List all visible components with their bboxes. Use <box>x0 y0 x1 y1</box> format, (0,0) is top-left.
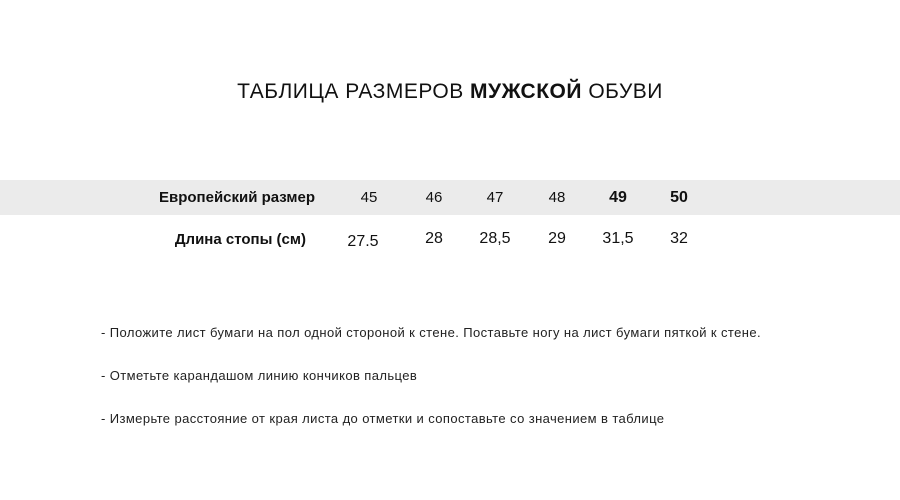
instruction-item: - Положите лист бумаги на пол одной стороной к стене. Поставьте ногу на лист бумаги пяткой к стене. <box>101 325 761 340</box>
eu-size-row-label: Европейский размер <box>158 189 315 206</box>
eu-size-cell: 45 <box>360 189 378 206</box>
page-title <box>0 80 900 104</box>
eu-size-cell: 49 <box>609 189 627 206</box>
foot-length-row-label: Длина стопы (см) <box>174 231 306 248</box>
foot-length-cell: 32 <box>670 230 688 247</box>
instruction-item: - Измерьте расстояние от края листа до отметки и сопоставьте со значением в таблице <box>101 411 665 426</box>
foot-length-cell: 31,5 <box>602 230 634 247</box>
eu-size-cell: 47 <box>486 189 504 206</box>
title-suffix: ОБУВИ <box>581 80 663 103</box>
foot-length-cell: 28,5 <box>479 230 511 247</box>
instruction-item: - Отметьте карандашом линию кончиков пальцев <box>101 368 418 383</box>
foot-length-cell: 27.5 <box>347 233 379 250</box>
eu-size-cell: 48 <box>548 189 566 206</box>
eu-size-cell: 46 <box>425 189 443 206</box>
foot-length-cell: 28 <box>425 230 443 247</box>
title-prefix: ТАБЛИЦА РАЗМЕРОВ <box>237 80 471 103</box>
title-bold-word: МУЖСКОЙ <box>470 80 582 103</box>
instructions-list <box>101 325 761 454</box>
eu-size-cell: 50 <box>670 189 688 206</box>
foot-length-cell: 29 <box>548 230 566 247</box>
